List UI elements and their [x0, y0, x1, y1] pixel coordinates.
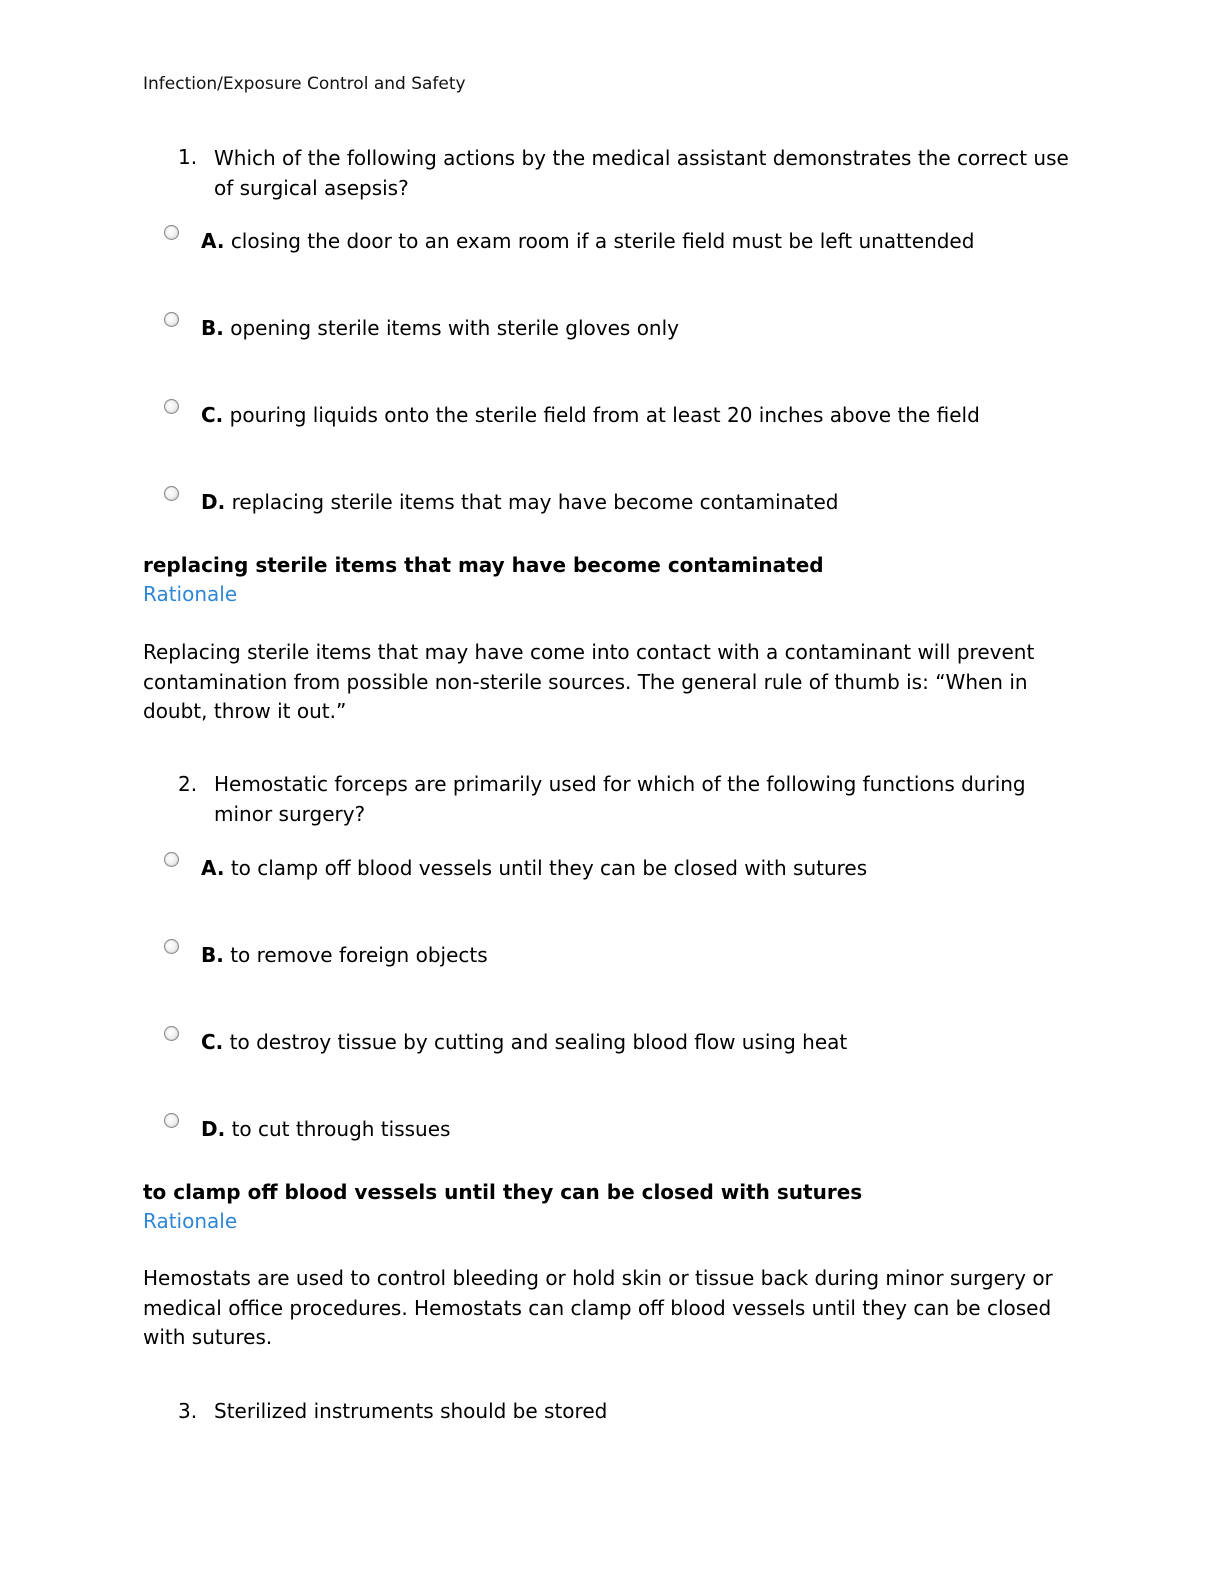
radio-button-icon[interactable] [164, 225, 179, 240]
question-2-rationale-link[interactable]: Rationale [143, 1209, 238, 1233]
question-1-rationale-text: Replacing sterile items that may have come into contact with a contaminant will prevent contamination from possible non-sterile sources. The general rule of thumb is: “When in doubt, throw it out.” [143, 640, 1035, 723]
option-text: pouring liquids onto the sterile field from at least 20 inches above the field [229, 403, 980, 427]
option-text: to remove foreign objects [230, 943, 488, 967]
option-letter: D. [201, 490, 226, 514]
question-1-rationale-link[interactable]: Rationale [143, 582, 238, 606]
question-2-number: 2. [178, 772, 198, 796]
option-letter: B. [201, 316, 224, 340]
option-letter: D. [201, 1117, 226, 1141]
question-1-text: Which of the following actions by the medical assistant demonstrates the correct use of surgical asepsis? [214, 146, 1069, 200]
option-text: opening sterile items with sterile gloves only [230, 316, 679, 340]
radio-button-icon[interactable] [164, 486, 179, 501]
question-2-correct-answer: to clamp off blood vessels until they can be closed with sutures [143, 1180, 863, 1204]
question-1-number: 1. [178, 145, 198, 169]
question-1-correct-answer: replacing sterile items that may have become contaminated [143, 553, 824, 577]
option-letter: B. [201, 943, 224, 967]
option-text: to cut through tissues [231, 1117, 451, 1141]
radio-button-icon[interactable] [164, 939, 179, 954]
radio-button-icon[interactable] [164, 852, 179, 867]
option-letter: C. [201, 403, 224, 427]
radio-button-icon[interactable] [164, 312, 179, 327]
question-2-rationale-text: Hemostats are used to control bleeding or hold skin or tissue back during minor surgery or medical office procedures. Hemostats can clamp off blood vessels until they can be closed with sutures. [143, 1266, 1053, 1349]
radio-button-icon[interactable] [164, 1113, 179, 1128]
question-2-text: Hemostatic forceps are primarily used for which of the following functions during minor surgery? [214, 772, 1026, 826]
question-3-text: Sterilized instruments should be stored [214, 1399, 608, 1423]
question-3-number: 3. [178, 1399, 198, 1423]
page-header: Infection/Exposure Control and Safety [143, 74, 466, 94]
option-letter: C. [201, 1030, 224, 1054]
option-text: to destroy tissue by cutting and sealing blood flow using heat [229, 1030, 848, 1054]
option-text: replacing sterile items that may have become contaminated [231, 490, 839, 514]
option-text: to clamp off blood vessels until they can be closed with sutures [230, 856, 868, 880]
radio-button-icon[interactable] [164, 1026, 179, 1041]
option-text: closing the door to an exam room if a sterile field must be left unattended [230, 229, 975, 253]
radio-button-icon[interactable] [164, 399, 179, 414]
option-letter: A. [201, 229, 225, 253]
option-letter: A. [201, 856, 225, 880]
